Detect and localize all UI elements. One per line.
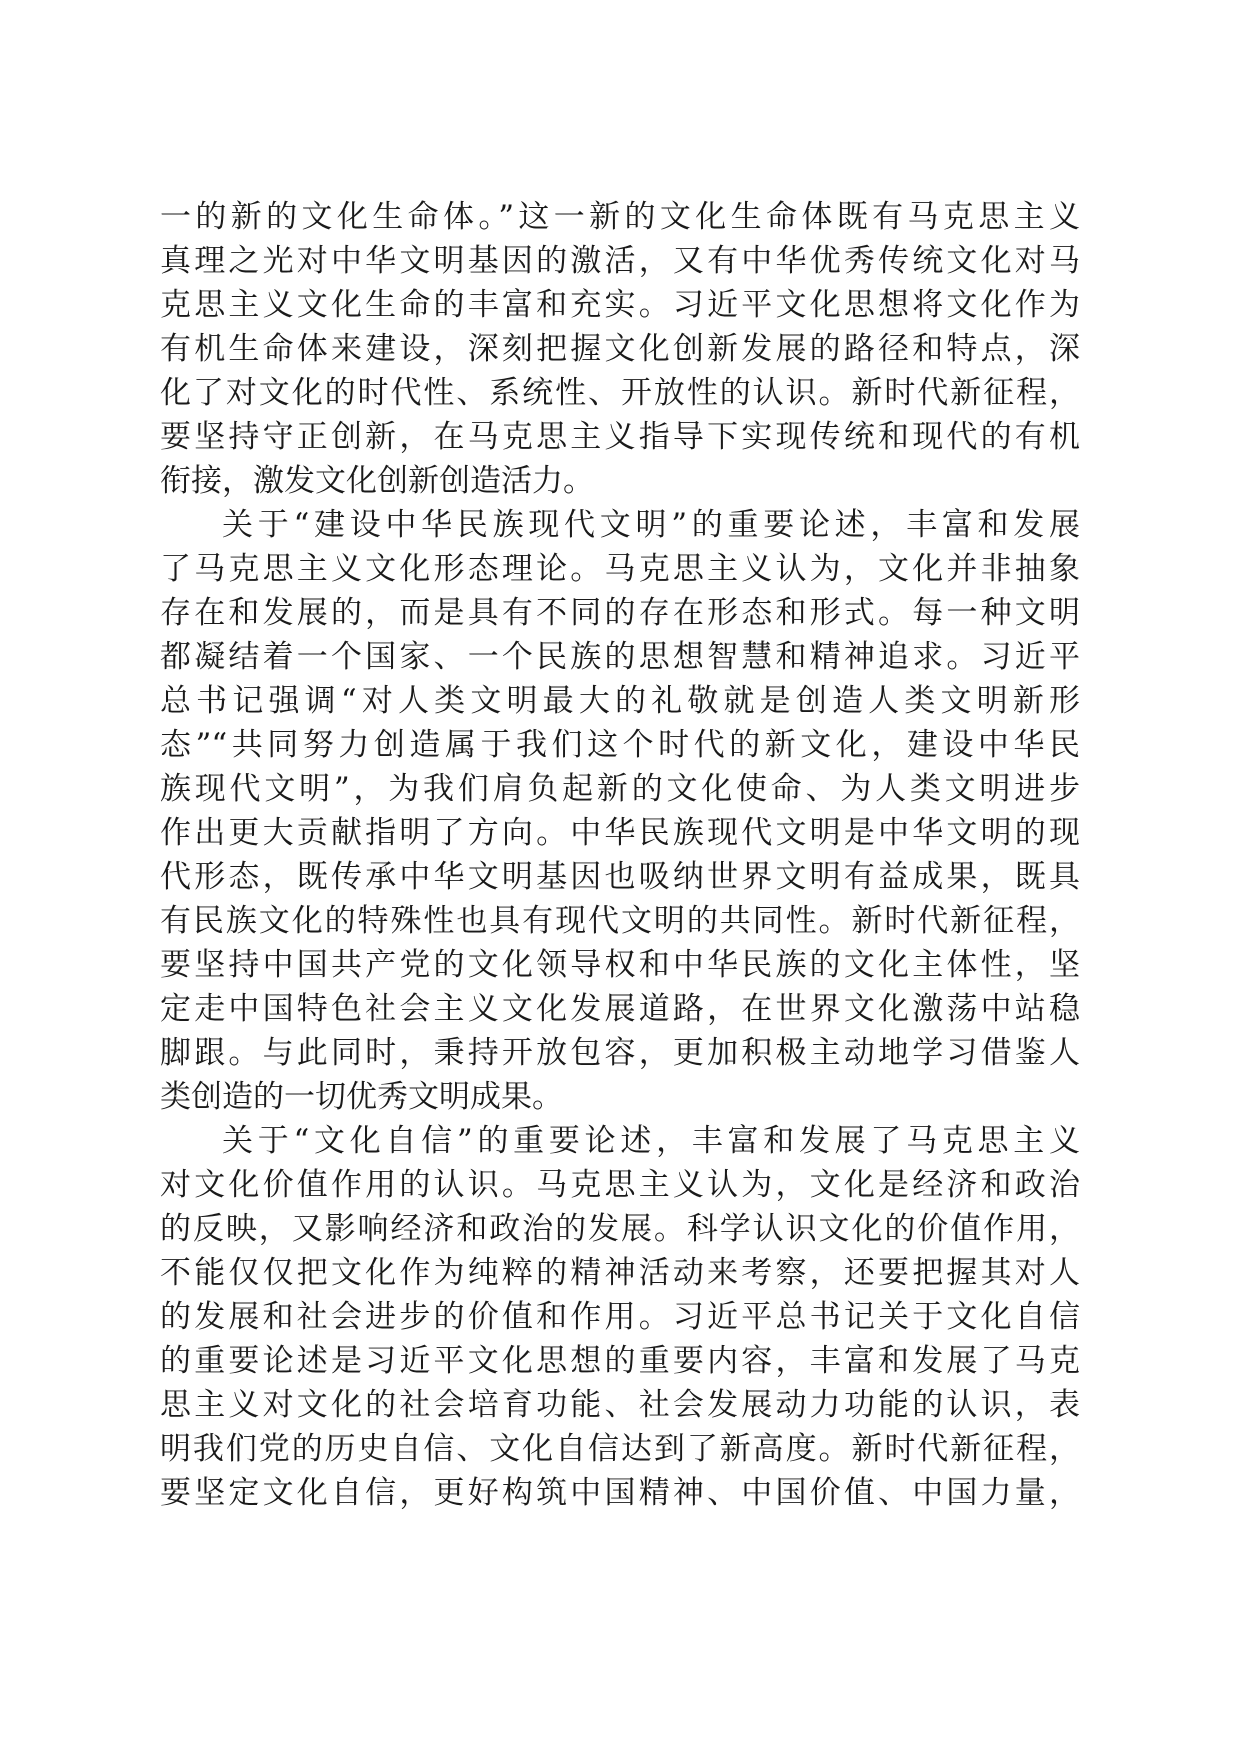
text-line: 思主义对文化的社会培育功能、社会发展动力功能的认识，表 (160, 1387, 1080, 1423)
text-line: 化了对文化的时代性、系统性、开放性的认识。新时代新征程， (160, 375, 1080, 411)
text-line: 的重要论述是习近平文化思想的重要内容，丰富和发展了马克 (160, 1343, 1080, 1379)
text-line: 族现代文明”，为我们肩负起新的文化使命、为人类文明进步 (160, 771, 1080, 807)
text-line: 的发展和社会进步的价值和作用。习近平总书记关于文化自信 (160, 1299, 1080, 1335)
body-text (160, 195, 1080, 1515)
text-line: 脚跟。与此同时，秉持开放包容，更加积极主动地学习借鉴人 (160, 1035, 1080, 1071)
text-line: 类创造的一切优秀文明成果。 (160, 1079, 563, 1115)
paragraph-first-line: 关于“建设中华民族现代文明”的重要论述，丰富和发展 (222, 507, 1080, 543)
text-line: 定走中国特色社会主义文化发展道路，在世界文化激荡中站稳 (160, 991, 1080, 1027)
paragraph-first-line: 关于“文化自信”的重要论述，丰富和发展了马克思主义 (222, 1123, 1080, 1159)
text-line: 要坚持中国共产党的文化领导权和中华民族的文化主体性，坚 (160, 947, 1080, 983)
text-line: 明我们党的历史自信、文化自信达到了新高度。新时代新征程， (160, 1431, 1080, 1467)
text-line: 总书记强调“对人类文明最大的礼敬就是创造人类文明新形 (160, 683, 1080, 719)
text-line: 要坚持守正创新，在马克思主义指导下实现传统和现代的有机 (160, 419, 1080, 455)
text-line: 一的新的文化生命体。”这一新的文化生命体既有马克思主义 (160, 199, 1080, 235)
text-line: 要坚定文化自信，更好构筑中国精神、中国价值、中国力量， (160, 1475, 1080, 1511)
text-line: 对文化价值作用的认识。马克思主义认为，文化是经济和政治 (160, 1167, 1080, 1203)
text-line: 有机生命体来建设，深刻把握文化创新发展的路径和特点，深 (160, 331, 1080, 367)
text-line: 代形态，既传承中华文明基因也吸纳世界文明有益成果，既具 (160, 859, 1080, 895)
text-line: 了马克思主义文化形态理论。马克思主义认为，文化并非抽象 (160, 551, 1080, 587)
text-line: 都凝结着一个国家、一个民族的思想智慧和精神追求。习近平 (160, 639, 1080, 675)
text-line: 作出更大贡献指明了方向。中华民族现代文明是中华文明的现 (160, 815, 1080, 851)
text-line: 不能仅仅把文化作为纯粹的精神活动来考察，还要把握其对人 (160, 1255, 1080, 1291)
text-line: 有民族文化的特殊性也具有现代文明的共同性。新时代新征程， (160, 903, 1080, 939)
text-line: 真理之光对中华文明基因的激活，又有中华优秀传统文化对马 (160, 243, 1080, 279)
text-line: 存在和发展的，而是具有不同的存在形态和形式。每一种文明 (160, 595, 1080, 631)
text-line: 态”“共同努力创造属于我们这个时代的新文化，建设中华民 (160, 727, 1080, 763)
text-line: 衔接，激发文化创新创造活力。 (160, 463, 594, 499)
text-line: 克思主义文化生命的丰富和充实。习近平文化思想将文化作为 (160, 287, 1080, 323)
text-line: 的反映，又影响经济和政治的发展。科学认识文化的价值作用， (160, 1211, 1080, 1247)
